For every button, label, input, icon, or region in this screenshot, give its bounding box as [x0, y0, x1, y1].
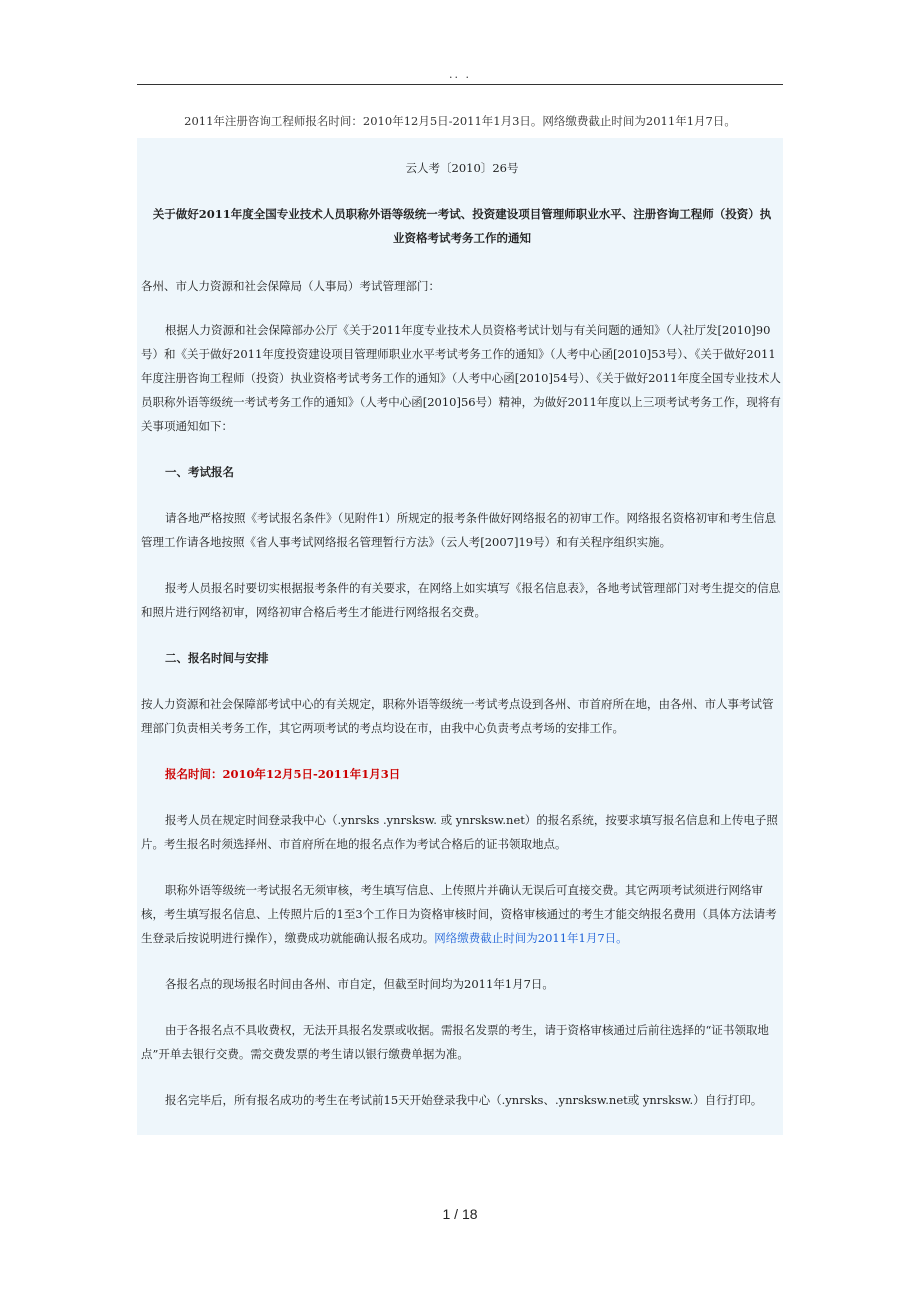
payment-deadline-link[interactable]: 网络缴费截止时间为2011年1月7日。	[434, 931, 628, 945]
intro-paragraph: 根据人力资源和社会保障部办公厅《关于2011年度专业技术人员资格考试计划与有关问题的通知》（人社厅发[2010]90号）和《关于做好2011年度投资建设项目管理师职业水平考试考务工作的通知》（人考中心函[2010]53号）、《关于做好2011年度注册咨询工程师（投资）执业资格考试考务工作的通知》（人考中心函[2010]54号）、《关于做好2011年度全国专业技术人员职称外语等级统一考试考务工作的通知》（人考中心函[2010]56号）精神，为做好2011年度以上三项考试考务工作，现将有关事项通知如下：	[141, 323, 781, 433]
section-2-paragraph-2: 报考人员在规定时间登录我中心（.ynrsks .ynrsksw. 或 ynrsksw.net）的报名系统，按要求填写报名信息和上传电子照片。考生报名时须选择州、市首府所在地的报名点作为考试合格后的证书领取地点。	[141, 813, 778, 851]
section-2-paragraph-4: 各报名点的现场报名时间由各州、市自定，但截至时间均为2011年1月7日。	[165, 977, 554, 991]
section-2-paragraph-1: 按人力资源和社会保障部考试中心的有关规定，职称外语等级统一考试考点设到各州、市首府所在地，由各州、市人事考试管理部门负责相关考务工作，其它两项考试的考点均设在市，由我中心负责考点考场的安排工作。	[141, 697, 774, 735]
section-2-heading: 二、报名时间与安排	[165, 651, 269, 665]
page-number: 1 / 18	[442, 1206, 478, 1222]
section-2-paragraph-5: 由于各报名点不具收费权，无法开具报名发票或收据。需报名发票的考生，请于资格审核通过后前往选择的“证书领取地点”开单去银行交费。需交费发票的考生请以银行缴费单据为准。	[141, 1023, 769, 1061]
section-1-paragraph-2: 报考人员报名时要切实根据报考条件的有关要求，在网络上如实填写《报名信息表》，各地考试管理部门对考生提交的信息和照片进行网络初审，网络初审合格后考生才能进行网络报名交费。	[141, 581, 781, 619]
header-dots: .. .	[449, 68, 471, 81]
section-2-paragraph-6: 报名完毕后，所有报名成功的考生在考试前15天开始登录我中心（.ynrsks、.ynrsksw.net或 ynrsksw.）自行打印。	[165, 1093, 763, 1107]
registration-time-line: 报名时间：2010年12月5日-2011年1月3日	[165, 767, 401, 781]
document-title: 关于做好2011年度全国专业技术人员职称外语等级统一考试、投资建设项目管理师职业水平、注册咨询工程师（投资）执业资格考试考务工作的通知	[152, 207, 772, 245]
section-1-heading: 一、考试报名	[165, 465, 234, 479]
paragraph-3-text: 职称外语等级统一考试报名无须审核，考生填写信息、上传照片并确认无误后可直接交费。其它两项考试须进行网络审核，考生填写报名信息、上传照片后的1至3个工作日为资格审核时间，资格审核通过的考生才能交纳报名费用（具体方法请考生登录后按说明进行操作），缴费成功就能确认报名成功。	[141, 883, 777, 945]
section-2-paragraph-3	[141, 878, 783, 950]
document-number: 云人考〔2010〕26号	[405, 161, 519, 175]
section-1-paragraph-1: 请各地严格按照《考试报名条件》（见附件1）所规定的报考条件做好网络报名的初审工作。网络报名资格初审和考生信息管理工作请各地按照《省人事考试网络报名管理暂行方法》（云人考[2007]19号）和有关程序组织实施。	[141, 511, 777, 549]
registration-notice-line: 2011年注册咨询工程师报名时间：2010年12月5日-2011年1月3日。网络缴费截止时间为2011年1月7日。	[184, 114, 736, 128]
document-body	[137, 138, 783, 1135]
page-header	[137, 62, 783, 85]
salutation: 各州、市人力资源和社会保障局（人事局）考试管理部门：	[141, 279, 440, 293]
